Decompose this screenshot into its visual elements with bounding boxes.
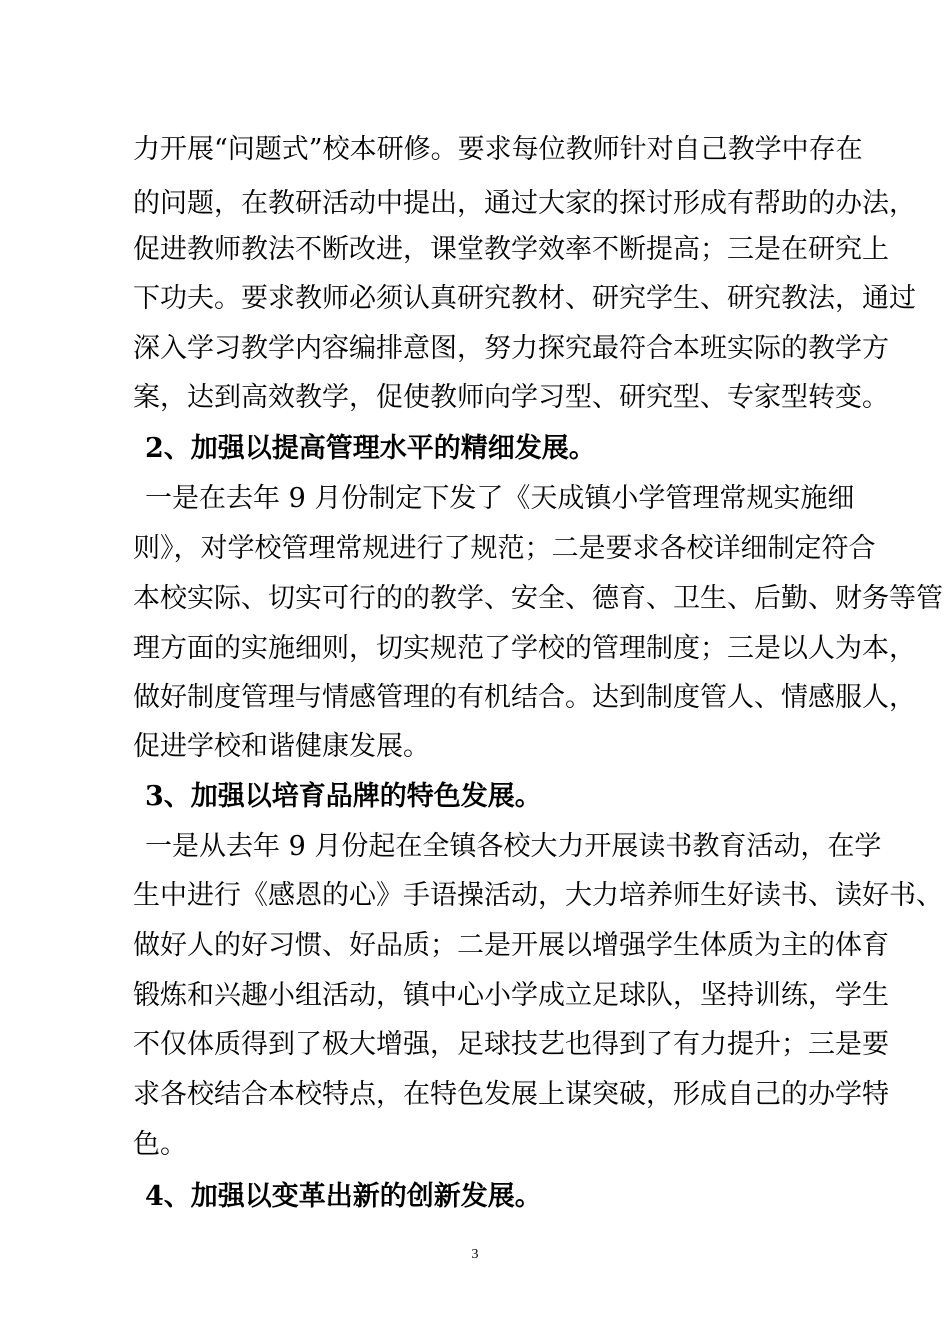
paragraph-line: 做好制度管理与情感管理的有机结合。达到制度管人、情感服人， [133, 682, 916, 713]
paragraph-line: 一是从去年 9 月份起在全镇各校大力开展读书教育活动，在学 [145, 831, 882, 862]
section-heading-3: 3、加强以培育品牌的特色发展。 [145, 781, 542, 812]
paragraph-line: 做好人的好习惯、好品质；二是开展以增强学生体质为主的体育 [133, 930, 889, 961]
paragraph-line: 的问题，在教研活动中提出，通过大家的探讨形成有帮助的办法， [133, 188, 916, 219]
paragraph-line: 案，达到高效教学，促使教师向学习型、研究型、专家型转变。 [133, 382, 889, 413]
paragraph-line: 则》，对学校管理常规进行了规范；二是要求各校详细制定符合 [133, 533, 876, 564]
paragraph-line: 锻炼和兴趣小组活动，镇中心小学成立足球队，坚持训练，学生 [133, 980, 889, 1011]
paragraph-line: 深入学习教学内容编排意图，努力探究最符合本班实际的教学方 [133, 333, 889, 364]
paragraph-line: 不仅体质得到了极大增强，足球技艺也得到了有力提升；三是要 [133, 1029, 889, 1060]
section-heading-2: 2、加强以提高管理水平的精细发展。 [145, 433, 596, 464]
paragraph-line: 求各校结合本校特点，在特色发展上谋突破，形成自己的办学特 [133, 1079, 889, 1110]
page-number: 3 [471, 1247, 479, 1262]
paragraph-line: 理方面的实施细则，切实规范了学校的管理制度；三是以人为本， [133, 633, 916, 664]
paragraph-line: 促进教师教法不断改进，课堂教学效率不断提高；三是在研究上 [133, 234, 889, 265]
paragraph-line: 下功夫。要求教师必须认真研究教材、研究学生、研究教法，通过 [133, 283, 916, 314]
paragraph-line: 力开展“问题式”校本研修。要求每位教师针对自己教学中存在 [133, 134, 863, 165]
paragraph-line: 一是在去年 9 月份制定下发了《天成镇小学管理常规实施细 [145, 483, 855, 514]
paragraph-line: 色。 [133, 1129, 187, 1160]
section-heading-4: 4、加强以变革出新的创新发展。 [145, 1181, 542, 1212]
paragraph-line: 生中进行《感恩的心》手语操活动，大力培养师生好读书、读好书、 [133, 880, 943, 911]
paragraph-line: 本校实际、切实可行的的教学、安全、德育、卫生、后勤、财务等管 [133, 583, 943, 614]
paragraph-line: 促进学校和谐健康发展。 [133, 731, 430, 762]
